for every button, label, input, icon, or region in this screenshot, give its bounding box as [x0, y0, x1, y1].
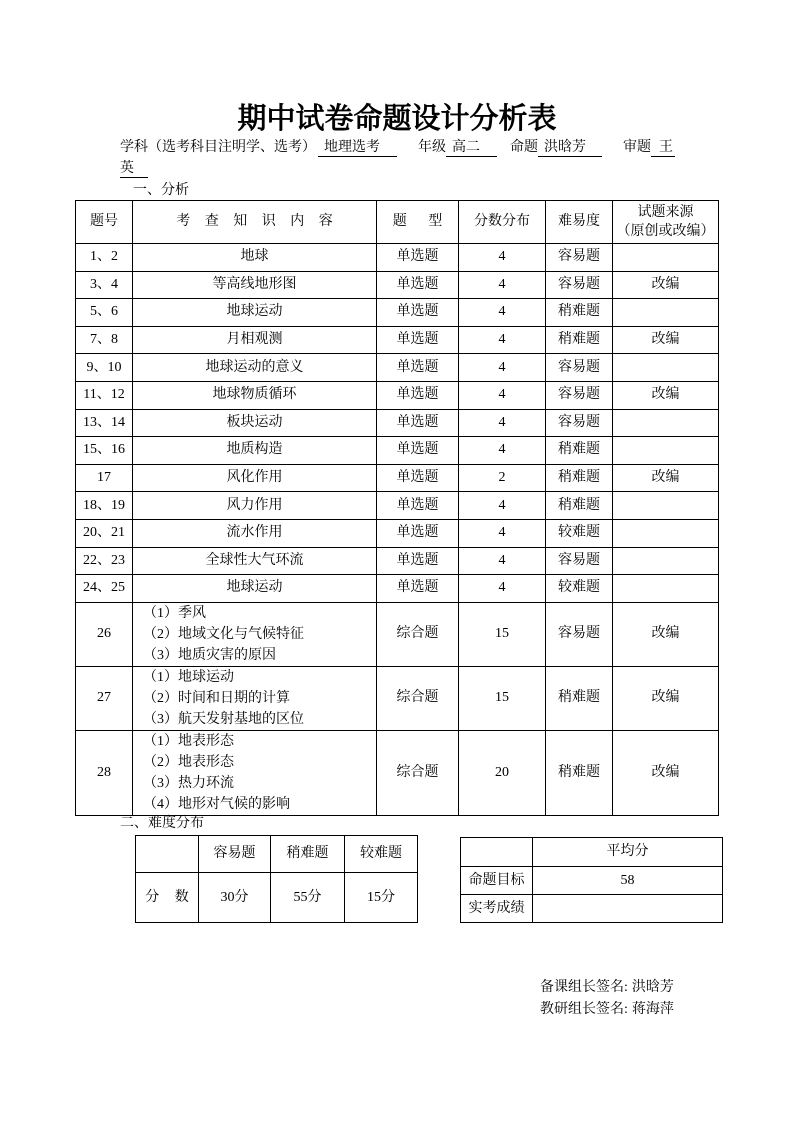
cell-question-number: 22、23	[76, 547, 133, 575]
cell-question-number: 20、21	[76, 519, 133, 547]
header-source-line2: （原创或改编）	[616, 224, 715, 239]
content-line: （3）航天发射基地的区位	[143, 711, 304, 727]
cell-question-number: 15、16	[76, 437, 133, 465]
cell-difficulty: 较难题	[546, 519, 613, 547]
cell-question-type: 单选题	[377, 575, 459, 603]
table-row	[76, 575, 719, 603]
average-score-value: 58	[533, 867, 723, 895]
cell-knowledge-content: 全球性大气环流	[133, 547, 377, 575]
cell-question-type: 单选题	[377, 519, 459, 547]
difficulty-score-hard: 15分	[345, 873, 418, 923]
difficulty-header-moderate: 稍难题	[271, 836, 345, 873]
cell-question-type: 单选题	[377, 409, 459, 437]
setter-value: 洪晗芳	[538, 139, 602, 157]
content-line: （1）地球运动	[143, 669, 234, 685]
cell-difficulty: 稍难题	[546, 326, 613, 354]
cell-question-number: 26	[76, 602, 133, 666]
table-row	[76, 244, 719, 272]
cell-question-type: 单选题	[377, 464, 459, 492]
table-row	[76, 492, 719, 520]
signature-lesson-group-leader	[540, 979, 674, 997]
cell-source	[613, 244, 719, 272]
cell-question-number: 7、8	[76, 326, 133, 354]
cell-difficulty: 稍难题	[546, 730, 613, 815]
content-line: （4）地形对气候的影响	[143, 796, 290, 812]
cell-difficulty: 稍难题	[546, 437, 613, 465]
cell-difficulty: 稍难题	[546, 666, 613, 730]
cell-score: 4	[459, 381, 546, 409]
cell-score: 4	[459, 492, 546, 520]
cell-difficulty: 较难题	[546, 575, 613, 603]
cell-knowledge-content: 地球	[133, 244, 377, 272]
cell-difficulty: 容易题	[546, 409, 613, 437]
cell-question-number: 9、10	[76, 354, 133, 382]
cell-question-type: 单选题	[377, 271, 459, 299]
cell-knowledge-content: 等高线地形图	[133, 271, 377, 299]
cell-source	[613, 519, 719, 547]
cell-question-number: 1、2	[76, 244, 133, 272]
analysis-table-header-row	[76, 201, 719, 244]
cell-question-number: 24、25	[76, 575, 133, 603]
content-line: （1）地表形态	[143, 733, 234, 749]
content-line: （2）地域文化与气候特征	[143, 626, 304, 642]
cell-knowledge-content: 地球运动	[133, 299, 377, 327]
cell-score: 4	[459, 547, 546, 575]
cell-difficulty: 容易题	[546, 602, 613, 666]
table-row	[76, 354, 719, 382]
cell-source: 改编	[613, 730, 719, 815]
cell-source: 改编	[613, 381, 719, 409]
difficulty-header-hard: 较难题	[345, 836, 418, 873]
signature-label: 教研组长签名:	[540, 1002, 628, 1017]
header-knowledge-content: 考 查 知 识 内 容	[133, 201, 377, 244]
cell-score: 4	[459, 437, 546, 465]
average-score-corner-cell	[461, 838, 533, 867]
cell-score: 15	[459, 602, 546, 666]
header-source-line1: 试题来源	[637, 205, 694, 220]
cell-difficulty: 容易题	[546, 547, 613, 575]
cell-difficulty: 容易题	[546, 244, 613, 272]
analysis-table	[75, 200, 719, 816]
cell-score: 4	[459, 271, 546, 299]
table-row	[76, 602, 719, 666]
average-score-header-row	[461, 838, 723, 867]
content-line: （3）地质灾害的原因	[143, 647, 276, 663]
cell-question-number: 27	[76, 666, 133, 730]
grade-value: 高二	[446, 139, 497, 157]
cell-knowledge-content	[133, 730, 377, 815]
cell-score: 20	[459, 730, 546, 815]
difficulty-header-row	[136, 836, 418, 873]
cell-source: 改编	[613, 666, 719, 730]
cell-source	[613, 299, 719, 327]
table-row	[76, 326, 719, 354]
signature-name: 洪晗芳	[631, 980, 674, 995]
cell-knowledge-content: 地质构造	[133, 437, 377, 465]
difficulty-score-row	[136, 873, 418, 923]
cell-score: 4	[459, 354, 546, 382]
subject-label: 学科（选考科目注明学、选考）	[120, 140, 316, 155]
cell-source: 改编	[613, 602, 719, 666]
cell-question-type: 单选题	[377, 437, 459, 465]
cell-score: 4	[459, 244, 546, 272]
cell-knowledge-content: 月相观测	[133, 326, 377, 354]
header-question-source	[613, 201, 719, 244]
cell-question-number: 13、14	[76, 409, 133, 437]
signature-label: 备课组长签名:	[540, 980, 628, 995]
cell-knowledge-content: 地球物质循环	[133, 381, 377, 409]
cell-knowledge-content: 地球运动	[133, 575, 377, 603]
cell-question-type: 单选题	[377, 326, 459, 354]
grade-label: 年级	[418, 140, 446, 155]
cell-question-number: 17	[76, 464, 133, 492]
cell-source: 改编	[613, 271, 719, 299]
table-row	[76, 464, 719, 492]
header-question-number: 题号	[76, 201, 133, 244]
cell-difficulty: 稍难题	[546, 299, 613, 327]
cell-question-number: 18、19	[76, 492, 133, 520]
content-line: （3）热力环流	[143, 775, 234, 791]
cell-score: 4	[459, 575, 546, 603]
cell-score: 15	[459, 666, 546, 730]
cell-source	[613, 492, 719, 520]
cell-question-number: 28	[76, 730, 133, 815]
cell-knowledge-content: 地球运动的意义	[133, 354, 377, 382]
cell-source	[613, 354, 719, 382]
cell-question-type: 单选题	[377, 244, 459, 272]
cell-source	[613, 437, 719, 465]
cell-score: 4	[459, 299, 546, 327]
average-score-row	[461, 895, 723, 923]
average-score-row	[461, 867, 723, 895]
table-row	[76, 730, 719, 815]
average-score-value	[533, 895, 723, 923]
cell-source	[613, 575, 719, 603]
subject-value: 地理选考	[318, 139, 397, 157]
cell-question-type: 综合题	[377, 602, 459, 666]
cell-question-type: 单选题	[377, 299, 459, 327]
average-score-row-label: 命题目标	[461, 867, 533, 895]
cell-knowledge-content: 风力作用	[133, 492, 377, 520]
cell-question-type: 单选题	[377, 547, 459, 575]
content-line: （2）地表形态	[143, 754, 234, 770]
setter-label: 命题	[510, 140, 538, 155]
average-score-header: 平均分	[533, 838, 723, 867]
average-score-row-label: 实考成绩	[461, 895, 533, 923]
cell-question-type: 单选题	[377, 492, 459, 520]
difficulty-corner-cell	[136, 836, 199, 873]
cell-question-type: 综合题	[377, 666, 459, 730]
signature-name: 蒋海萍	[631, 1002, 674, 1017]
cell-question-type: 单选题	[377, 381, 459, 409]
cell-difficulty: 容易题	[546, 354, 613, 382]
cell-score: 4	[459, 326, 546, 354]
cell-knowledge-content	[133, 602, 377, 666]
table-row	[76, 666, 719, 730]
header-score-distribution: 分数分布	[459, 201, 546, 244]
cell-score: 4	[459, 409, 546, 437]
difficulty-row-label: 分 数	[136, 873, 199, 923]
reviewer-value-line2: 英	[120, 160, 148, 178]
cell-knowledge-content: 风化作用	[133, 464, 377, 492]
cell-source: 改编	[613, 464, 719, 492]
content-line: （2）时间和日期的计算	[143, 690, 290, 706]
table-row	[76, 519, 719, 547]
cell-question-number: 3、4	[76, 271, 133, 299]
page-title: 期中试卷命题设计分析表	[237, 101, 557, 135]
cell-difficulty: 容易题	[546, 381, 613, 409]
cell-difficulty: 稍难题	[546, 492, 613, 520]
cell-source	[613, 547, 719, 575]
section-heading-difficulty: 二、难度分布	[120, 816, 204, 831]
section-heading-analysis: 一、分析	[133, 183, 189, 198]
table-row	[76, 381, 719, 409]
difficulty-distribution-table	[135, 835, 418, 923]
table-row	[76, 271, 719, 299]
cell-difficulty: 稍难题	[546, 464, 613, 492]
cell-source: 改编	[613, 326, 719, 354]
cell-question-number: 5、6	[76, 299, 133, 327]
cell-source	[613, 409, 719, 437]
cell-knowledge-content: 板块运动	[133, 409, 377, 437]
cell-knowledge-content	[133, 666, 377, 730]
table-row	[76, 409, 719, 437]
content-line: （1）季风	[143, 605, 206, 621]
difficulty-score-moderate: 55分	[271, 873, 345, 923]
cell-score: 4	[459, 519, 546, 547]
cell-score: 2	[459, 464, 546, 492]
reviewer-label: 审题	[623, 140, 651, 155]
table-row	[76, 437, 719, 465]
cell-knowledge-content: 流水作用	[133, 519, 377, 547]
table-row	[76, 547, 719, 575]
reviewer-value-line1: 王	[651, 139, 675, 157]
table-row	[76, 299, 719, 327]
difficulty-score-easy: 30分	[199, 873, 271, 923]
cell-question-type: 单选题	[377, 354, 459, 382]
cell-difficulty: 容易题	[546, 271, 613, 299]
average-score-table	[460, 837, 723, 923]
cell-question-number: 11、12	[76, 381, 133, 409]
difficulty-header-easy: 容易题	[199, 836, 271, 873]
header-difficulty: 难易度	[546, 201, 613, 244]
cell-question-type: 综合题	[377, 730, 459, 815]
signature-research-group-leader	[540, 1001, 674, 1019]
header-question-type: 题 型	[377, 201, 459, 244]
